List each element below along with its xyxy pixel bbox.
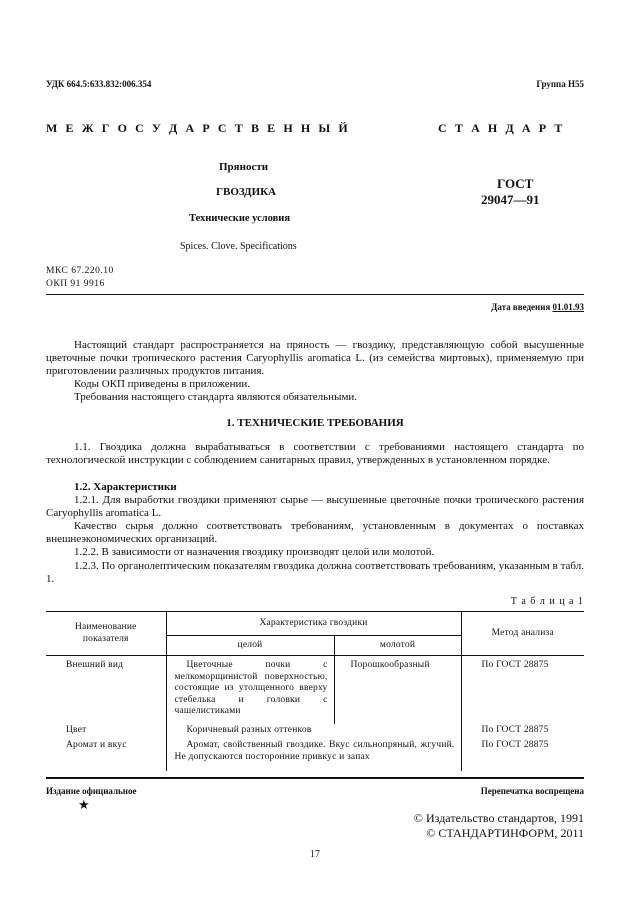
banner-standard: С Т А Н Д А Р Т bbox=[438, 121, 565, 135]
copyright-2011: © СТАНДАРТИНФОРМ, 2011 bbox=[426, 826, 584, 840]
reprint-prohibited: Перепечатка воспрещена bbox=[480, 786, 584, 796]
gost-number: 29047—91 bbox=[481, 192, 540, 207]
star-icon: ★ bbox=[78, 797, 90, 812]
row-color-method: По ГОСТ 28875 bbox=[481, 724, 549, 735]
row-appearance-whole: Цветочные почки с мелкоморщинистой поверхностью, состоящие из утолщенного вверху стебелька и головки с чашелистиками bbox=[166, 656, 334, 724]
banner-interstate: М Е Ж Г О С У Д А Р С Т В Е Н Н Ы Й bbox=[46, 121, 351, 135]
row-appearance-name: Внешний вид bbox=[46, 656, 166, 724]
intro-date-label: Дата введения bbox=[491, 302, 551, 312]
clause-1-2-2: 1.2.2. В зависимости от назначения гвоздику производят целой или молотой. bbox=[74, 546, 435, 558]
document-subtitle: Технические условия bbox=[189, 213, 291, 224]
group-code: Группа Н55 bbox=[536, 79, 584, 89]
table-caption: Т а б л и ц а 1 bbox=[510, 596, 584, 607]
intro-date-value: 01.01.93 bbox=[552, 302, 584, 312]
header-ground: молотой bbox=[334, 636, 461, 656]
clause-1-2-1-quality: Качество сырья должно соответствовать требованиям, установленным в документах о поставках внешнеэкономических организаций. bbox=[46, 520, 584, 546]
row-aroma-method: По ГОСТ 28875 bbox=[481, 740, 549, 750]
header-whole: целой bbox=[166, 636, 334, 656]
divider-bottom bbox=[46, 777, 584, 779]
clause-1-2: 1.2. Характеристики bbox=[74, 481, 177, 493]
header-indicator: Наименование показателя bbox=[46, 612, 166, 656]
row-aroma-name: Аромат и вкус bbox=[46, 739, 166, 771]
page-number: 17 bbox=[310, 849, 320, 860]
row-appearance-method: По ГОСТ 28875 bbox=[481, 660, 549, 670]
category-title: Пряности bbox=[219, 161, 269, 173]
row-appearance-ground: Порошкообразный bbox=[334, 656, 461, 724]
row-aroma-value: Аромат, свойственный гвоздике. Вкус сильнопряный, жгучий. Не допускаются посторонние привкус и запах bbox=[166, 739, 461, 771]
row-color-name: Цвет bbox=[46, 724, 166, 740]
gost-label: ГОСТ bbox=[497, 176, 534, 191]
row-color-value: Коричневый разных оттенков bbox=[166, 724, 461, 740]
header-method: Метод анализа bbox=[461, 612, 584, 656]
divider-top bbox=[46, 294, 584, 295]
english-title: Spices. Clove. Specifications bbox=[180, 241, 297, 252]
preamble-paragraph-3: Требования настоящего стандарта являются обязательными. bbox=[74, 391, 358, 403]
table-row bbox=[46, 724, 584, 740]
udk-code: УДК 664.5:633.832:006.354 bbox=[46, 79, 152, 89]
preamble-paragraph-2: Коды ОКП приведены в приложении. bbox=[74, 378, 251, 390]
header-characteristic: Характеристика гвоздики bbox=[166, 612, 461, 636]
clause-1-2-3: 1.2.3. По органолептическим показателям гвоздика должна соответствовать требованиям, указанным в табл. 1. bbox=[46, 560, 584, 586]
table-1 bbox=[46, 611, 584, 771]
table-row bbox=[46, 739, 584, 771]
clause-1-2-1: 1.2.1. Для выработки гвоздики применяют сырье — высушенные цветочные почки тропического растения Caryophyllis aromatica L. bbox=[46, 494, 584, 520]
okp-code: ОКП 91 9916 bbox=[46, 279, 105, 289]
copyright-1991: © Издательство стандартов, 1991 bbox=[413, 811, 584, 825]
table-row bbox=[46, 656, 584, 724]
official-edition: Издание официальное bbox=[46, 786, 137, 796]
mks-code: МКС 67.220.10 bbox=[46, 266, 114, 276]
clause-1-1: 1.1. Гвоздика должна вырабатываться в соответствии с требованиями настоящего стандарта по технологической инструкции с соблюдением санитарных правил, утвержденных в установленном порядке. bbox=[46, 441, 584, 467]
product-title: ГВОЗДИКА bbox=[216, 186, 277, 198]
intro-date bbox=[491, 302, 584, 312]
preamble-paragraph-1: Настоящий стандарт распространяется на пряность — гвоздику, представляющую собой высушенные цветочные почки тропического растения Caryophyllis aromatica L. (из семейства миртовых), применяемую при приготовлении различных продуктов питания. bbox=[46, 339, 584, 378]
section-heading: 1. ТЕХНИЧЕСКИЕ ТРЕБОВАНИЯ bbox=[226, 417, 404, 429]
